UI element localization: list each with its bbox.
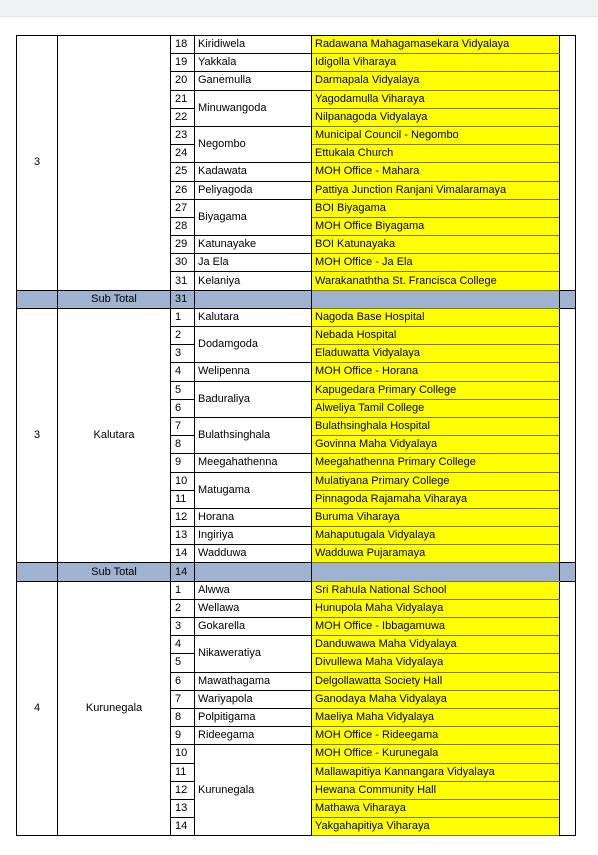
centre-cell: Buruma Viharaya	[312, 508, 560, 526]
centre-cell: Ettukala Church	[312, 145, 560, 163]
centre-cell: Pinnagoda Rajamaha Viharaya	[312, 490, 560, 508]
subtotal-row	[17, 290, 576, 308]
subtotal-spacer	[195, 563, 312, 581]
area-cell: Wariyapola	[195, 690, 312, 708]
section-number-cell: 3	[17, 308, 58, 563]
area-cell: Kiridiwela	[195, 36, 312, 54]
centre-cell: BOI Katunayaka	[312, 236, 560, 254]
centre-cell: Wadduwa Pujaramaya	[312, 545, 560, 563]
row-number: 12	[171, 508, 195, 526]
centre-cell: Eladuwatta Vidyalaya	[312, 345, 560, 363]
row-number: 18	[171, 36, 195, 54]
row-number: 11	[171, 490, 195, 508]
area-cell: Matugama	[195, 472, 312, 508]
area-cell: Katunayake	[195, 236, 312, 254]
row-number: 5	[171, 654, 195, 672]
area-cell: Minuwangoda	[195, 90, 312, 126]
centre-cell: Mahaputugala Vidyalaya	[312, 527, 560, 545]
area-cell: Horana	[195, 508, 312, 526]
centre-cell: MOH Office - Rideegama	[312, 727, 560, 745]
row-number: 11	[171, 763, 195, 781]
subtotal-spacer	[17, 290, 58, 308]
row-number: 28	[171, 217, 195, 235]
area-cell: Welipenna	[195, 363, 312, 381]
district-cell	[58, 36, 171, 291]
centre-cell: MOH Office Biyagama	[312, 217, 560, 235]
area-cell: Dodamgoda	[195, 327, 312, 363]
area-cell: Ingiriya	[195, 527, 312, 545]
table-row	[17, 308, 576, 326]
centre-cell: MOH Office - Mahara	[312, 163, 560, 181]
area-cell: Negombo	[195, 126, 312, 162]
district-cell: Kurunegala	[58, 581, 171, 836]
centre-cell: Warakanaththa St. Francisca College	[312, 272, 560, 290]
row-number: 6	[171, 399, 195, 417]
area-cell: Polpitigama	[195, 708, 312, 726]
row-number: 10	[171, 745, 195, 763]
area-cell: Bulathsinghala	[195, 417, 312, 453]
centre-cell: Pattiya Junction Ranjani Vimalaramaya	[312, 181, 560, 199]
district-cell: Kalutara	[58, 308, 171, 563]
row-number: 2	[171, 327, 195, 345]
row-number: 14	[171, 545, 195, 563]
row-number: 3	[171, 618, 195, 636]
remarks-cell	[560, 36, 576, 291]
row-number: 10	[171, 472, 195, 490]
centre-cell: Delgollawatta Society Hall	[312, 672, 560, 690]
subtotal-label: Sub Total	[58, 563, 171, 581]
remarks-cell	[560, 308, 576, 563]
subtotal-value: 14	[171, 563, 195, 581]
area-cell: Ganemulla	[195, 72, 312, 90]
centre-cell: Yakgahapitiya Viharaya	[312, 818, 560, 836]
centre-cell: Bulathsinghala Hospital	[312, 417, 560, 435]
area-cell: Nikaweratiya	[195, 636, 312, 672]
area-cell: Wellawa	[195, 599, 312, 617]
row-number: 23	[171, 126, 195, 144]
centre-cell: Ganodaya Maha Vidyalaya	[312, 690, 560, 708]
centre-cell: MOH Office - Kurunegala	[312, 745, 560, 763]
centre-cell: MOH Office - Ja Ela	[312, 254, 560, 272]
area-cell: Kelaniya	[195, 272, 312, 290]
subtotal-label: Sub Total	[58, 290, 171, 308]
centre-cell: Nagoda Base Hospital	[312, 308, 560, 326]
area-cell: Wadduwa	[195, 545, 312, 563]
row-number: 29	[171, 236, 195, 254]
remarks-cell	[560, 581, 576, 836]
row-number: 1	[171, 308, 195, 326]
centre-cell: MOH Office - Horana	[312, 363, 560, 381]
row-number: 14	[171, 818, 195, 836]
row-number: 5	[171, 381, 195, 399]
row-number: 3	[171, 345, 195, 363]
area-cell: Peliyagoda	[195, 181, 312, 199]
area-cell: Biyagama	[195, 199, 312, 235]
row-number: 8	[171, 436, 195, 454]
row-number: 26	[171, 181, 195, 199]
centre-cell: Darmapala Vidyalaya	[312, 72, 560, 90]
subtotal-spacer	[312, 290, 560, 308]
row-number: 7	[171, 417, 195, 435]
row-number: 2	[171, 599, 195, 617]
centre-cell: MOH Office - Ibbagamuwa	[312, 618, 560, 636]
area-cell: Meegahathenna	[195, 454, 312, 472]
centre-cell: Mallawapitiya Kannangara Vidyalaya	[312, 763, 560, 781]
area-cell: Gokarella	[195, 618, 312, 636]
centre-cell: Hewana Community Hall	[312, 781, 560, 799]
area-cell: Rideegama	[195, 727, 312, 745]
subtotal-row	[17, 563, 576, 581]
area-cell: Alwwa	[195, 581, 312, 599]
section-number-cell: 3	[17, 36, 58, 291]
area-cell: Kalutara	[195, 308, 312, 326]
centre-cell: Hunupola Maha Vidyalaya	[312, 599, 560, 617]
row-number: 7	[171, 690, 195, 708]
centre-cell: Municipal Council - Negombo	[312, 126, 560, 144]
row-number: 9	[171, 727, 195, 745]
subtotal-spacer	[560, 290, 576, 308]
row-number: 31	[171, 272, 195, 290]
centre-cell: Kapugedara Primary College	[312, 381, 560, 399]
row-number: 22	[171, 108, 195, 126]
table-row	[17, 581, 576, 599]
centre-cell: BOI Biyagama	[312, 199, 560, 217]
subtotal-value: 31	[171, 290, 195, 308]
table-row	[17, 36, 576, 54]
row-number: 1	[171, 581, 195, 599]
row-number: 4	[171, 363, 195, 381]
area-cell: Ja Ela	[195, 254, 312, 272]
row-number: 9	[171, 454, 195, 472]
row-number: 19	[171, 54, 195, 72]
centre-cell: Divullewa Maha Vidyalaya	[312, 654, 560, 672]
centre-cell: Alweliya Tamil College	[312, 399, 560, 417]
centre-cell: Nilpanagoda Vidyalaya	[312, 108, 560, 126]
centre-cell: Mulatiyana Primary College	[312, 472, 560, 490]
centre-cell: Idigolla Viharaya	[312, 54, 560, 72]
centre-cell: Meegahathenna Primary College	[312, 454, 560, 472]
vaccination-centres-table	[16, 35, 576, 836]
centre-cell: Radawana Mahagamasekara Vidyalaya	[312, 36, 560, 54]
area-cell: Yakkala	[195, 54, 312, 72]
row-number: 8	[171, 708, 195, 726]
centre-cell: Danduwawa Maha Vidyalaya	[312, 636, 560, 654]
row-number: 24	[171, 145, 195, 163]
centre-cell: Yagodamulla Viharaya	[312, 90, 560, 108]
area-cell: Kurunegala	[195, 745, 312, 836]
centre-cell: Nebada Hospital	[312, 327, 560, 345]
centre-cell: Mathawa Viharaya	[312, 799, 560, 817]
subtotal-spacer	[312, 563, 560, 581]
row-number: 21	[171, 90, 195, 108]
viewer-top-bar	[0, 0, 598, 17]
row-number: 4	[171, 636, 195, 654]
centre-cell: Maeliya Maha Vidyalaya	[312, 708, 560, 726]
area-cell: Mawathagama	[195, 672, 312, 690]
row-number: 20	[171, 72, 195, 90]
area-cell: Kadawata	[195, 163, 312, 181]
row-number: 27	[171, 199, 195, 217]
row-number: 13	[171, 527, 195, 545]
centre-cell: Sri Rahula National School	[312, 581, 560, 599]
area-cell: Baduraliya	[195, 381, 312, 417]
row-number: 6	[171, 672, 195, 690]
row-number: 25	[171, 163, 195, 181]
row-number: 12	[171, 781, 195, 799]
row-number: 13	[171, 799, 195, 817]
subtotal-spacer	[17, 563, 58, 581]
row-number: 30	[171, 254, 195, 272]
section-number-cell: 4	[17, 581, 58, 836]
centre-cell: Govinna Maha Vidyalaya	[312, 436, 560, 454]
subtotal-spacer	[195, 290, 312, 308]
subtotal-spacer	[560, 563, 576, 581]
